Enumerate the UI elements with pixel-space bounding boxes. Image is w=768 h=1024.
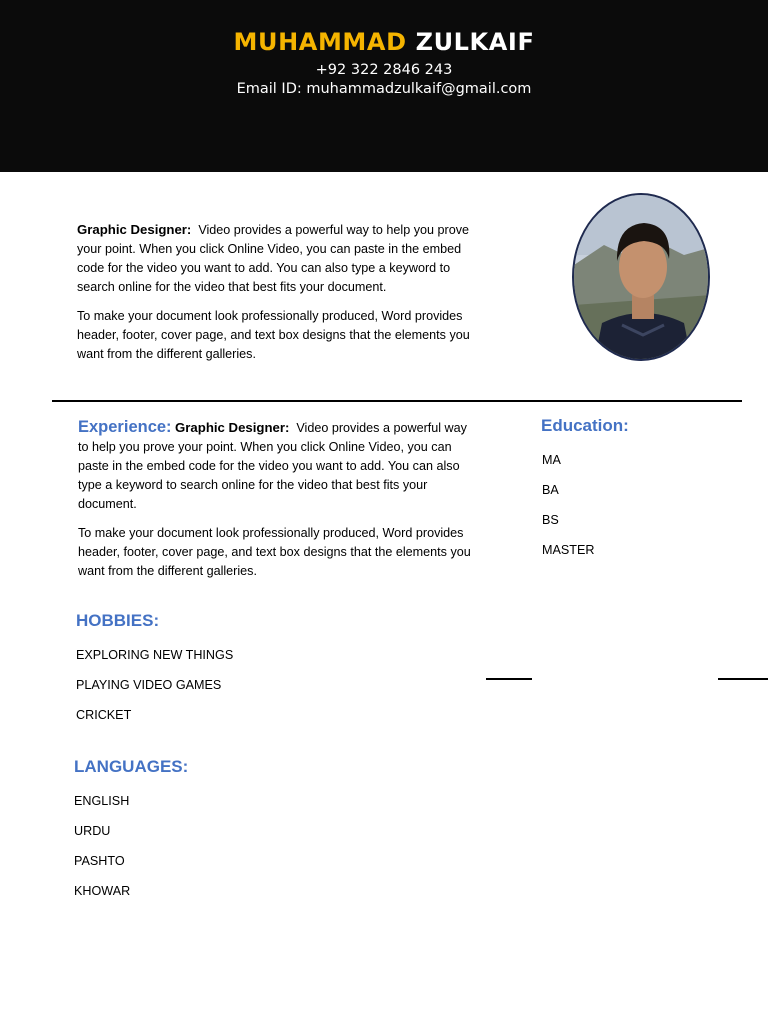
experience-heading: Experience:	[78, 418, 172, 436]
hobbies-heading: HOBBIES:	[76, 611, 160, 630]
language-item: PASHTO	[74, 854, 125, 868]
profile-photo	[572, 193, 710, 361]
education-item: MA	[542, 453, 561, 467]
divider-short	[486, 678, 532, 680]
email-address: Email ID: muhammadzulkaif@gmail.com	[236, 81, 532, 97]
education-item: MASTER	[542, 543, 595, 557]
experience-paragraph-2: To make your document look professionally produced, Word provides header, footer, cover page, and text box designs that the elements you want from the different galleries.	[78, 526, 471, 578]
language-item: URDU	[74, 824, 111, 838]
first-name: MUHAMMAD	[233, 28, 407, 56]
hobby-item: EXPLORING NEW THINGS	[76, 648, 234, 662]
phone-number: +92 322 2846 243	[315, 62, 453, 78]
language-item: KHOWAR	[74, 884, 131, 898]
education-heading: Education:	[541, 416, 629, 435]
hobby-item: PLAYING VIDEO GAMES	[76, 678, 222, 692]
last-name: ZULKAIF	[415, 28, 535, 56]
intro-text-1: Video provides a powerful way to help you prove your point. When you click Online Video, you can paste in the embed code for the video you want to add. You can also type a keyword to search online for the video that best fits your document.	[77, 223, 470, 294]
education-item: BA	[542, 483, 559, 497]
languages-heading: LANGUAGES:	[74, 757, 189, 776]
intro-role: Graphic Designer:	[77, 222, 192, 237]
hobby-item: CRICKET	[76, 708, 132, 722]
header-banner	[0, 0, 768, 172]
language-item: ENGLISH	[74, 794, 130, 808]
experience-role: Graphic Designer:	[175, 420, 290, 435]
full-name	[0, 28, 768, 56]
experience-paragraph-1	[78, 418, 478, 514]
section-divider	[52, 400, 742, 402]
intro-paragraph-1	[77, 220, 477, 297]
divider-short	[718, 678, 768, 680]
intro-paragraph-2: To make your document look professionally produced, Word provides header, footer, cover page, and text box designs that the elements you want from the different galleries.	[77, 309, 470, 361]
experience-text-1: Video provides a powerful way to help you prove your point. When you click Online Video, you can paste in the embed code for the video you want to add. You can also type a keyword to search online for the video that best fits your document.	[78, 421, 467, 511]
education-item: BS	[542, 513, 559, 527]
